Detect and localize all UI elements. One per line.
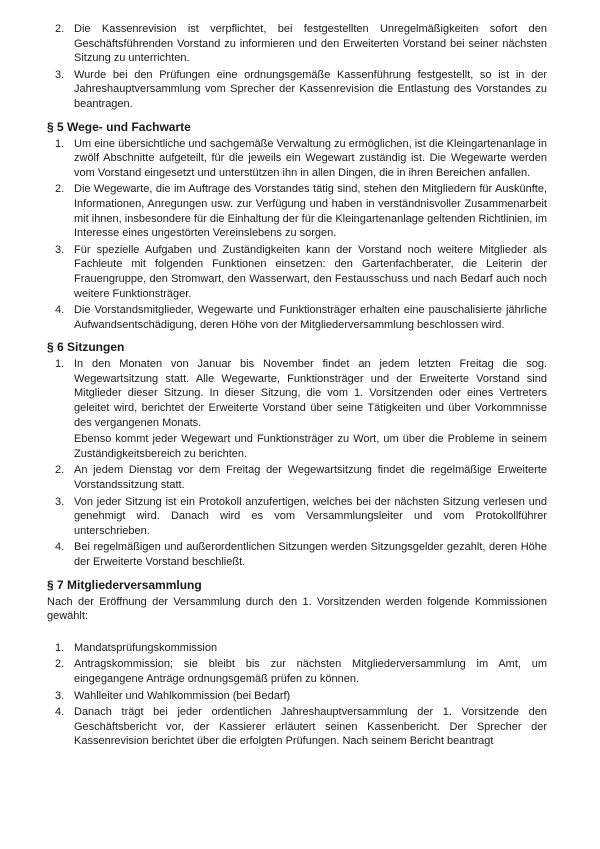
section-heading: § 7 Mitgliederversammlung bbox=[47, 577, 202, 592]
item-number: 4. bbox=[55, 706, 65, 719]
item-number: 1. bbox=[55, 137, 65, 150]
section-6 bbox=[47, 340, 547, 569]
item-text: Um eine übersichtliche und sachgemäße Verwaltung zu ermöglichen, ist die Kleingartenanlage in zwölf Abschnitte aufgeteilt, für die jeweils ein Wegewart zuständig ist. Die Wegewarte werden vom Vorstand eingesetzt und unterstützen ihn in allen Dingen, die in ihren Bereichen anfallen. bbox=[74, 137, 547, 179]
intro-paragraph: Nach der Eröffnung der Versammlung durch den 1. Vorsitzenden werden folgende Kommissionen gewählt: bbox=[47, 595, 547, 623]
list-item bbox=[47, 357, 547, 461]
item-text: Wurde bei den Prüfungen eine ordnungsgemäße Kassenführung festgestellt, so ist in der Jahreshauptversammlung vom Sprecher der Kassenrevision die Entlastung des Vorstandes zu beantragen. bbox=[74, 68, 547, 110]
item-text: An jedem Dienstag vor dem Freitag der Wegewartsitzung findet die regelmäßige Erweiterte Vorstandssitzung statt. bbox=[74, 464, 547, 492]
section-4-continuation bbox=[47, 22, 547, 112]
section-5 bbox=[47, 120, 547, 333]
section-heading: § 6 Sitzungen bbox=[47, 340, 125, 355]
list-item bbox=[47, 657, 547, 686]
list-item bbox=[47, 68, 547, 112]
item-text: Die Kassenrevision ist verpflichtet, bei festgestellten Unregelmäßigkeiten sofort den Geschäftsführenden Vorstand zu informieren und den Erweiterten Vorstand bei seiner nächsten Sitzung zu unterrichten. bbox=[74, 23, 547, 65]
item-text: Für spezielle Aufgaben und Zuständigkeiten kann der Vorstand noch weitere Mitglieder als Fachleute mit folgenden Funktionen einsetzen: den Gartenfachberater, die Leiterin der Frauengruppe, den Stromwart, den Wasserwart, den Festausschuss und nach Bedarf auch noch weitere Funktionsträger. bbox=[74, 243, 547, 300]
list-item bbox=[47, 303, 547, 332]
item-text: Antragskommission; sie bleibt bis zur nächsten Mitgliederversammlung im Amt, um eingegangene Anträge ordnungsgemäß prüfen zu können. bbox=[74, 658, 547, 685]
item-text: Bei regelmäßigen und außerordentlichen Sitzungen werden Sitzungsgelder gezahlt, deren Höhe der Erweiterte Vorstand beschließt. bbox=[74, 541, 547, 568]
item-text: Mandatsprüfungskommission bbox=[74, 641, 218, 654]
section-7 bbox=[47, 578, 547, 749]
item-number: 2. bbox=[55, 23, 65, 35]
item-number: 2. bbox=[55, 464, 65, 477]
item-number: 2. bbox=[55, 183, 65, 196]
item-number: 3. bbox=[55, 689, 65, 702]
list-item bbox=[47, 641, 547, 656]
list-item bbox=[47, 540, 547, 569]
item-text: Die Wegewarte, die im Auftrage des Vorstandes tätig sind, stehen den Mitgliedern für Auskünfte, Informationen, Anregungen usw. zur Verfügung und haben in verständnisvoller Zusammenarbeit mit ihnen, insbesondere für die Einhaltung der für die Kleingartenanlage geltenden Richtlinien, im Interesse eines ungestörten Vereinslebens zu sorgen. bbox=[74, 183, 547, 240]
list-item bbox=[47, 705, 547, 749]
item-text: In den Monaten von Januar bis November findet an jedem letzten Freitag die sog. Wegewartsitzung statt. Alle Wegewarte, Funktionsträger und der Erweiterte Vorstand sind Mitglieder dieser Sitzung. In dieser Sitzung, die vom 1. Vorsitzenden oder eines Vertreters geleitet wird, berichtet der Erweiterte Vorstand über seine Tätigkeiten und über Vorkommnisse des vergangenen Monats. bbox=[74, 358, 547, 429]
item-text: Von jeder Sitzung ist ein Protokoll anzufertigen, welches bei der nächsten Sitzung verlesen und genehmigt wird. Danach wird es vom Versammlungsleiter und vom Protokollführer unterschrieben. bbox=[74, 495, 547, 537]
item-number: 4. bbox=[55, 541, 65, 554]
section-heading: § 5 Wege- und Fachwarte bbox=[47, 119, 191, 134]
item-text: Wahlleiter und Wahlkommission (bei Bedarf) bbox=[74, 689, 291, 702]
list-item bbox=[47, 182, 547, 240]
item-text: Die Vorstandsmitglieder, Wegewarte und Funktionsträger erhalten eine pauschalisierte jährliche Aufwandsentschädigung, deren Höhe von der Mitgliederversammlung beschlossen wird. bbox=[74, 304, 547, 331]
list-item bbox=[47, 137, 547, 181]
list-item bbox=[47, 463, 547, 492]
item-number: 3. bbox=[55, 495, 65, 508]
item-number: 4. bbox=[55, 304, 65, 317]
document-page bbox=[47, 22, 547, 749]
item-number: 3. bbox=[55, 68, 65, 81]
item-text: Danach trägt bei jeder ordentlichen Jahreshauptversammlung der 1. Vorsitzende den Geschäftsbericht vor, der Kassierer erläutert seinen Kassenbericht. Der Sprecher der Kassenrevision berichtet über die erfolgten Prüfungen. Nach seinem Bericht beantragt bbox=[74, 706, 547, 748]
item-number: 3. bbox=[55, 243, 65, 256]
list-item bbox=[47, 243, 547, 301]
item-number: 1. bbox=[55, 358, 65, 371]
item-text-continuation: Ebenso kommt jeder Wegewart und Funktionsträger zu Wort, um über die Probleme in seinem Zuständigkeitsbereich zu berichten. bbox=[74, 433, 547, 460]
list-item bbox=[47, 22, 547, 66]
list-item bbox=[47, 495, 547, 539]
item-number: 2. bbox=[55, 658, 65, 671]
item-number: 1. bbox=[55, 641, 65, 654]
list-item bbox=[47, 689, 547, 704]
